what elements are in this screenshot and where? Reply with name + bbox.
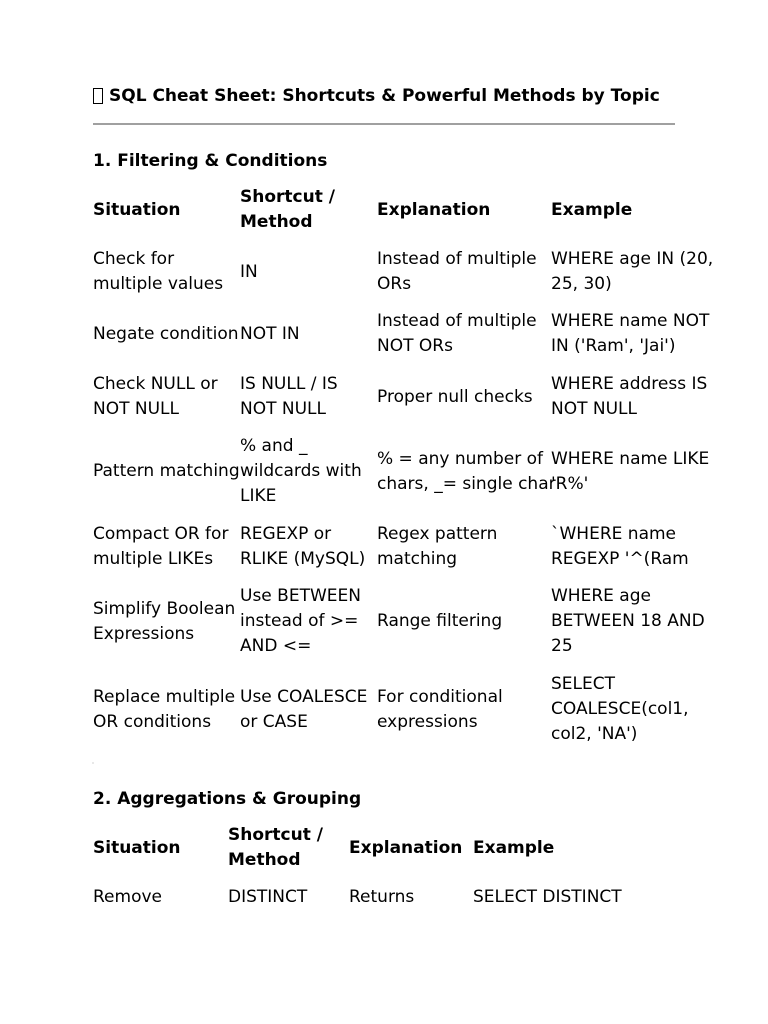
table-cell-line: Replace multiple: [93, 687, 236, 707]
table-cell-example: [551, 584, 705, 659]
table-cell-example: [551, 522, 689, 572]
table-cell-situation: [93, 459, 240, 484]
table-cell-line: DISTINCT: [228, 887, 308, 907]
table-cell-line: For conditional: [377, 687, 503, 707]
table-cell-method: [240, 584, 361, 659]
column-header-line: Example: [551, 200, 633, 220]
column-header-line: Explanation: [349, 838, 463, 858]
table-cell-line: Instead of multiple: [377, 249, 537, 269]
table-cell-line: instead of >=: [240, 611, 359, 631]
table-cell-line: Regex pattern: [377, 524, 498, 544]
column-header-line: Situation: [93, 200, 181, 220]
section-heading-aggregations: 2. Aggregations & Grouping: [93, 789, 362, 809]
table-cell-line: NOT NULL: [93, 399, 179, 419]
table-cell-line: Pattern matching: [93, 461, 240, 481]
table-cell-line: Use COALESCE: [240, 687, 368, 707]
table-cell-line: BETWEEN 18 AND: [551, 611, 705, 631]
table-cell-method: [240, 522, 365, 572]
table-cell-line: WHERE address IS: [551, 374, 708, 394]
table-cell-line: WHERE age: [551, 586, 651, 606]
table-cell-line: IN: [240, 262, 258, 282]
column-header-example: [551, 198, 632, 223]
column-header-line: Situation: [93, 838, 181, 858]
table-cell-line: `WHERE name: [551, 524, 677, 544]
table-cell-method: [240, 685, 367, 735]
table-cell-explanation: [377, 522, 497, 572]
table-cell-explanation: [377, 309, 537, 359]
table-cell-line: multiple LIKEs: [93, 549, 214, 569]
table-cell-situation: [93, 247, 223, 297]
table-cell-line: WHERE age IN (20,: [551, 249, 714, 269]
table-cell-line: wildcards with: [240, 461, 362, 481]
table-cell-line: IS NULL / IS: [240, 374, 338, 394]
column-header-line: Example: [473, 838, 555, 858]
table-cell-method: [240, 372, 338, 422]
table-cell-line: % = any number of: [377, 449, 543, 469]
unrendered-emoji-icon: [93, 88, 103, 104]
column-header-example: [473, 836, 554, 861]
table-cell-line: Simplify Boolean: [93, 599, 236, 619]
table-cell-situation: [93, 885, 162, 910]
column-header-line: Shortcut /: [228, 825, 323, 845]
table-cell-line: Instead of multiple: [377, 311, 537, 331]
table-cell-line: Check for: [93, 249, 175, 269]
table-cell-method: [240, 434, 362, 509]
table-cell-example: [551, 372, 707, 422]
section-heading-filtering: 1. Filtering & Conditions: [93, 151, 328, 171]
column-header-explanation: [377, 198, 490, 223]
table-cell-explanation: [377, 447, 556, 497]
table-cell-method: [240, 260, 258, 285]
table-cell-line: % and _: [240, 436, 308, 456]
table-cell-line: AND <=: [240, 636, 312, 656]
table-cell-line: NOT NULL: [240, 399, 326, 419]
table-cell-situation: [93, 685, 235, 735]
table-cell-method: [228, 885, 307, 910]
table-cell-example: [473, 885, 622, 910]
table-cell-line: Use BETWEEN: [240, 586, 361, 606]
table-cell-line: matching: [377, 549, 458, 569]
column-header-method: [228, 823, 323, 873]
divider-mark: [92, 762, 94, 764]
table-cell-line: 25, 30): [551, 274, 612, 294]
table-cell-situation: [93, 372, 218, 422]
table-cell-line: SELECT: [551, 674, 615, 694]
horizontal-rule: [93, 123, 675, 125]
table-cell-line: Remove: [93, 887, 162, 907]
table-cell-line: Proper null checks: [377, 387, 533, 407]
table-cell-example: [551, 247, 713, 297]
table-cell-method: [240, 322, 300, 347]
table-cell-explanation: [377, 685, 503, 735]
table-cell-situation: [93, 597, 235, 647]
table-cell-line: expressions: [377, 712, 478, 732]
table-cell-line: IN ('Ram', 'Jai'): [551, 336, 676, 356]
table-cell-line: Range filtering: [377, 611, 503, 631]
table-cell-line: RLIKE (MySQL): [240, 549, 366, 569]
table-cell-line: col2, 'NA'): [551, 724, 638, 744]
table-cell-line: REGEXP '^(Ram: [551, 549, 689, 569]
column-header-line: Explanation: [377, 200, 491, 220]
table-cell-line: multiple values: [93, 274, 224, 294]
table-cell-example: [551, 309, 709, 359]
column-header-explanation: [349, 836, 462, 861]
document-title: [93, 86, 660, 106]
table-cell-line: OR conditions: [93, 712, 212, 732]
document-title-text: SQL Cheat Sheet: Shortcuts & Powerful Methods by Topic: [109, 86, 660, 106]
table-cell-explanation: [377, 385, 533, 410]
column-header-line: Method: [240, 212, 313, 232]
table-cell-line: Expressions: [93, 624, 195, 644]
table-cell-line: Returns: [349, 887, 415, 907]
column-header-line: Shortcut /: [240, 187, 335, 207]
table-cell-line: Negate condition: [93, 324, 239, 344]
table-cell-line: SELECT DISTINCT: [473, 887, 622, 907]
column-header-situation: [93, 198, 181, 223]
column-header-situation: [93, 836, 181, 861]
table-cell-line: COALESCE(col1,: [551, 699, 689, 719]
table-cell-explanation: [377, 609, 502, 634]
table-cell-line: or CASE: [240, 712, 308, 732]
table-cell-line: NOT NULL: [551, 399, 637, 419]
table-cell-line: REGEXP or: [240, 524, 332, 544]
column-header-line: Method: [228, 850, 301, 870]
table-cell-line: WHERE name NOT: [551, 311, 710, 331]
table-cell-example: [551, 672, 689, 747]
table-cell-line: chars, _= single char: [377, 474, 556, 494]
table-cell-line: Check NULL or: [93, 374, 218, 394]
table-cell-line: Compact OR for: [93, 524, 229, 544]
table-cell-line: ORs: [377, 274, 412, 294]
table-cell-line: NOT ORs: [377, 336, 453, 356]
table-cell-situation: [93, 322, 239, 347]
column-header-method: [240, 185, 335, 235]
table-cell-line: 'R%': [551, 474, 589, 494]
table-cell-line: NOT IN: [240, 324, 300, 344]
table-cell-explanation: [377, 247, 537, 297]
table-cell-line: WHERE name LIKE: [551, 449, 710, 469]
table-cell-line: 25: [551, 636, 573, 656]
table-cell-example: [551, 447, 709, 497]
table-cell-line: LIKE: [240, 486, 277, 506]
table-cell-situation: [93, 522, 228, 572]
table-cell-explanation: [349, 885, 414, 910]
